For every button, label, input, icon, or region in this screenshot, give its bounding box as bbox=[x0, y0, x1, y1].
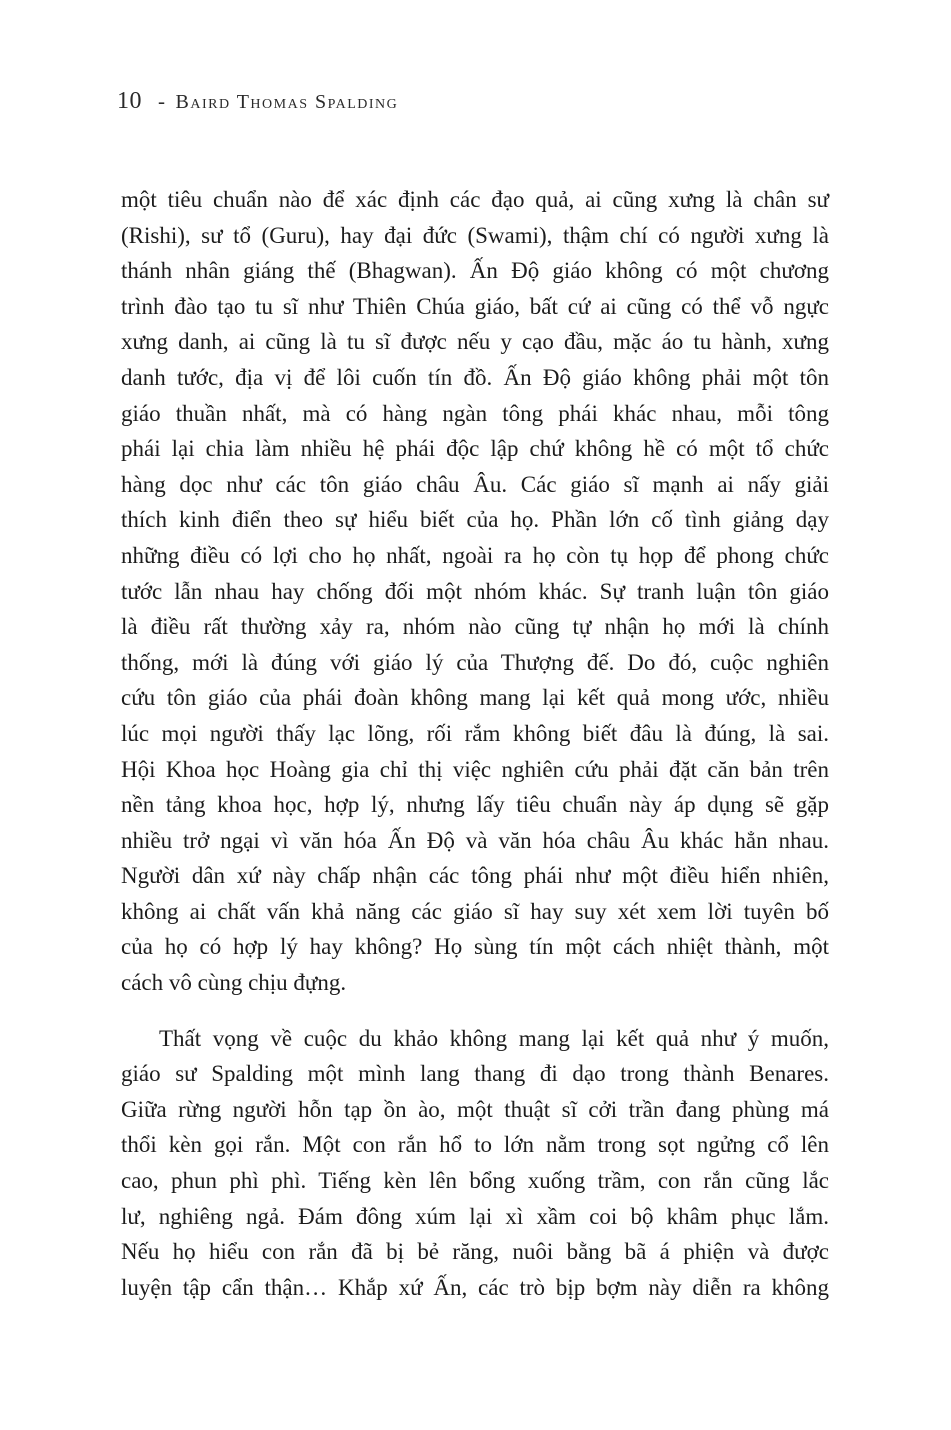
body-text bbox=[121, 182, 829, 1305]
text-line: giáo thuần nhất, mà có hàng ngàn tông phái khác nhau, mỗi tông bbox=[121, 400, 829, 426]
text-line: một tiêu chuẩn nào để xác định các đạo quả, ai cũng xưng là chân sư bbox=[121, 187, 829, 212]
text-line: danh tước, địa vị để lôi cuốn tín đồ. Ấn Độ giáo không phải một tôn bbox=[121, 364, 829, 390]
text-line: thống, mới là đúng với giáo lý của Thượng đế. Do đó, cuộc nghiên bbox=[121, 649, 829, 675]
text-line: tước lẫn nhau hay chống đối một nhóm khác. Sự tranh luận tôn giáo bbox=[121, 578, 829, 604]
text-line: phái lại chia làm nhiều hệ phái độc lập chứ không hề có một tổ chức bbox=[121, 436, 829, 462]
text-line: không ai chất vấn khả năng các giáo sĩ hay suy xét xem lời tuyên bố bbox=[121, 898, 829, 924]
header-separator: - bbox=[158, 89, 166, 113]
text-line: thích kinh điển theo sự hiểu biết của họ. Phần lớn cố tình giảng dạy bbox=[121, 507, 829, 533]
text-line: Nếu họ hiểu con rắn đã bị bẻ răng, nuôi bằng bã á phiện và được bbox=[121, 1239, 829, 1265]
text-line: giáo sư Spalding một mình lang thang đi dạo trong thành Benares. bbox=[121, 1061, 829, 1087]
paragraph-2 bbox=[121, 1021, 829, 1306]
text-line: của họ có hợp lý hay không? Họ sùng tín một cách nhiệt thành, một bbox=[121, 934, 829, 960]
text-line: Thất vọng về cuộc du khảo không mang lại kết quả như ý muốn, bbox=[159, 1025, 829, 1051]
text-line: xưng danh, ai cũng là tu sĩ được nếu y cạo đầu, mặc áo tu hành, xưng bbox=[121, 329, 829, 355]
text-line: Người dân xứ này chấp nhận các tông phái như một điều hiển nhiên, bbox=[121, 863, 829, 889]
author-name: Baird Thomas Spalding bbox=[175, 91, 399, 113]
text-line: Hội Khoa học Hoàng gia chỉ thị việc nghiên cứu phải đặt căn bản trên bbox=[121, 756, 829, 782]
running-header bbox=[117, 88, 398, 115]
text-line: thổi kèn gọi rắn. Một con rắn hổ to lớn nằm trong sọt ngửng cổ lên bbox=[121, 1132, 829, 1158]
text-line: Giữa rừng người hỗn tạp ồn ào, một thuật sĩ cởi trần đang phùng má bbox=[121, 1096, 829, 1122]
paragraph-1 bbox=[121, 182, 829, 1001]
text-line: nhiều trở ngại vì văn hóa Ấn Độ và văn hóa châu Âu khác hẳn nhau. bbox=[121, 827, 829, 853]
text-line: lư, nghiêng ngả. Đám đông xúm lại xì xầm coi bộ khâm phục lắm. bbox=[121, 1203, 829, 1229]
text-line: là điều rất thường xảy ra, nhóm nào cũng tự nhận họ mới là chính bbox=[121, 614, 829, 640]
text-line: lúc mọi người thấy lạc lõng, rối rắm không biết đâu là đúng, là sai. bbox=[121, 720, 829, 746]
page-number: 10 bbox=[117, 88, 142, 114]
text-line: trình đào tạo tu sĩ như Thiên Chúa giáo, bất cứ ai cũng có thể vỗ ngực bbox=[121, 293, 829, 319]
text-line: nền tảng khoa học, hợp lý, nhưng lấy tiêu chuẩn này áp dụng sẽ gặp bbox=[121, 792, 829, 818]
text-line: những điều có lợi cho họ nhất, ngoài ra họ còn tụ họp để phong chức bbox=[121, 542, 829, 568]
text-line: (Rishi), sư tổ (Guru), hay đại đức (Swami), thậm chí có người xưng là bbox=[121, 222, 829, 248]
text-line: cách vô cùng chịu đựng. bbox=[121, 970, 347, 996]
text-line: thánh nhân giáng thế (Bhagwan). Ấn Độ giáo không có một chương bbox=[121, 258, 829, 284]
text-line: cao, phun phì phì. Tiếng kèn lên bổng xuống trầm, con rắn cũng lắc bbox=[121, 1168, 829, 1194]
text-line: cứu tôn giáo của phái đoàn không mang lại kết quả mong ước, nhiều bbox=[121, 685, 829, 711]
text-line: hàng dọc như các tôn giáo châu Âu. Các giáo sĩ mạnh ai nấy giải bbox=[121, 471, 829, 497]
text-line: luyện tập cẩn thận… Khắp xứ Ấn, các trò bịp bợm này diễn ra không bbox=[121, 1274, 829, 1300]
